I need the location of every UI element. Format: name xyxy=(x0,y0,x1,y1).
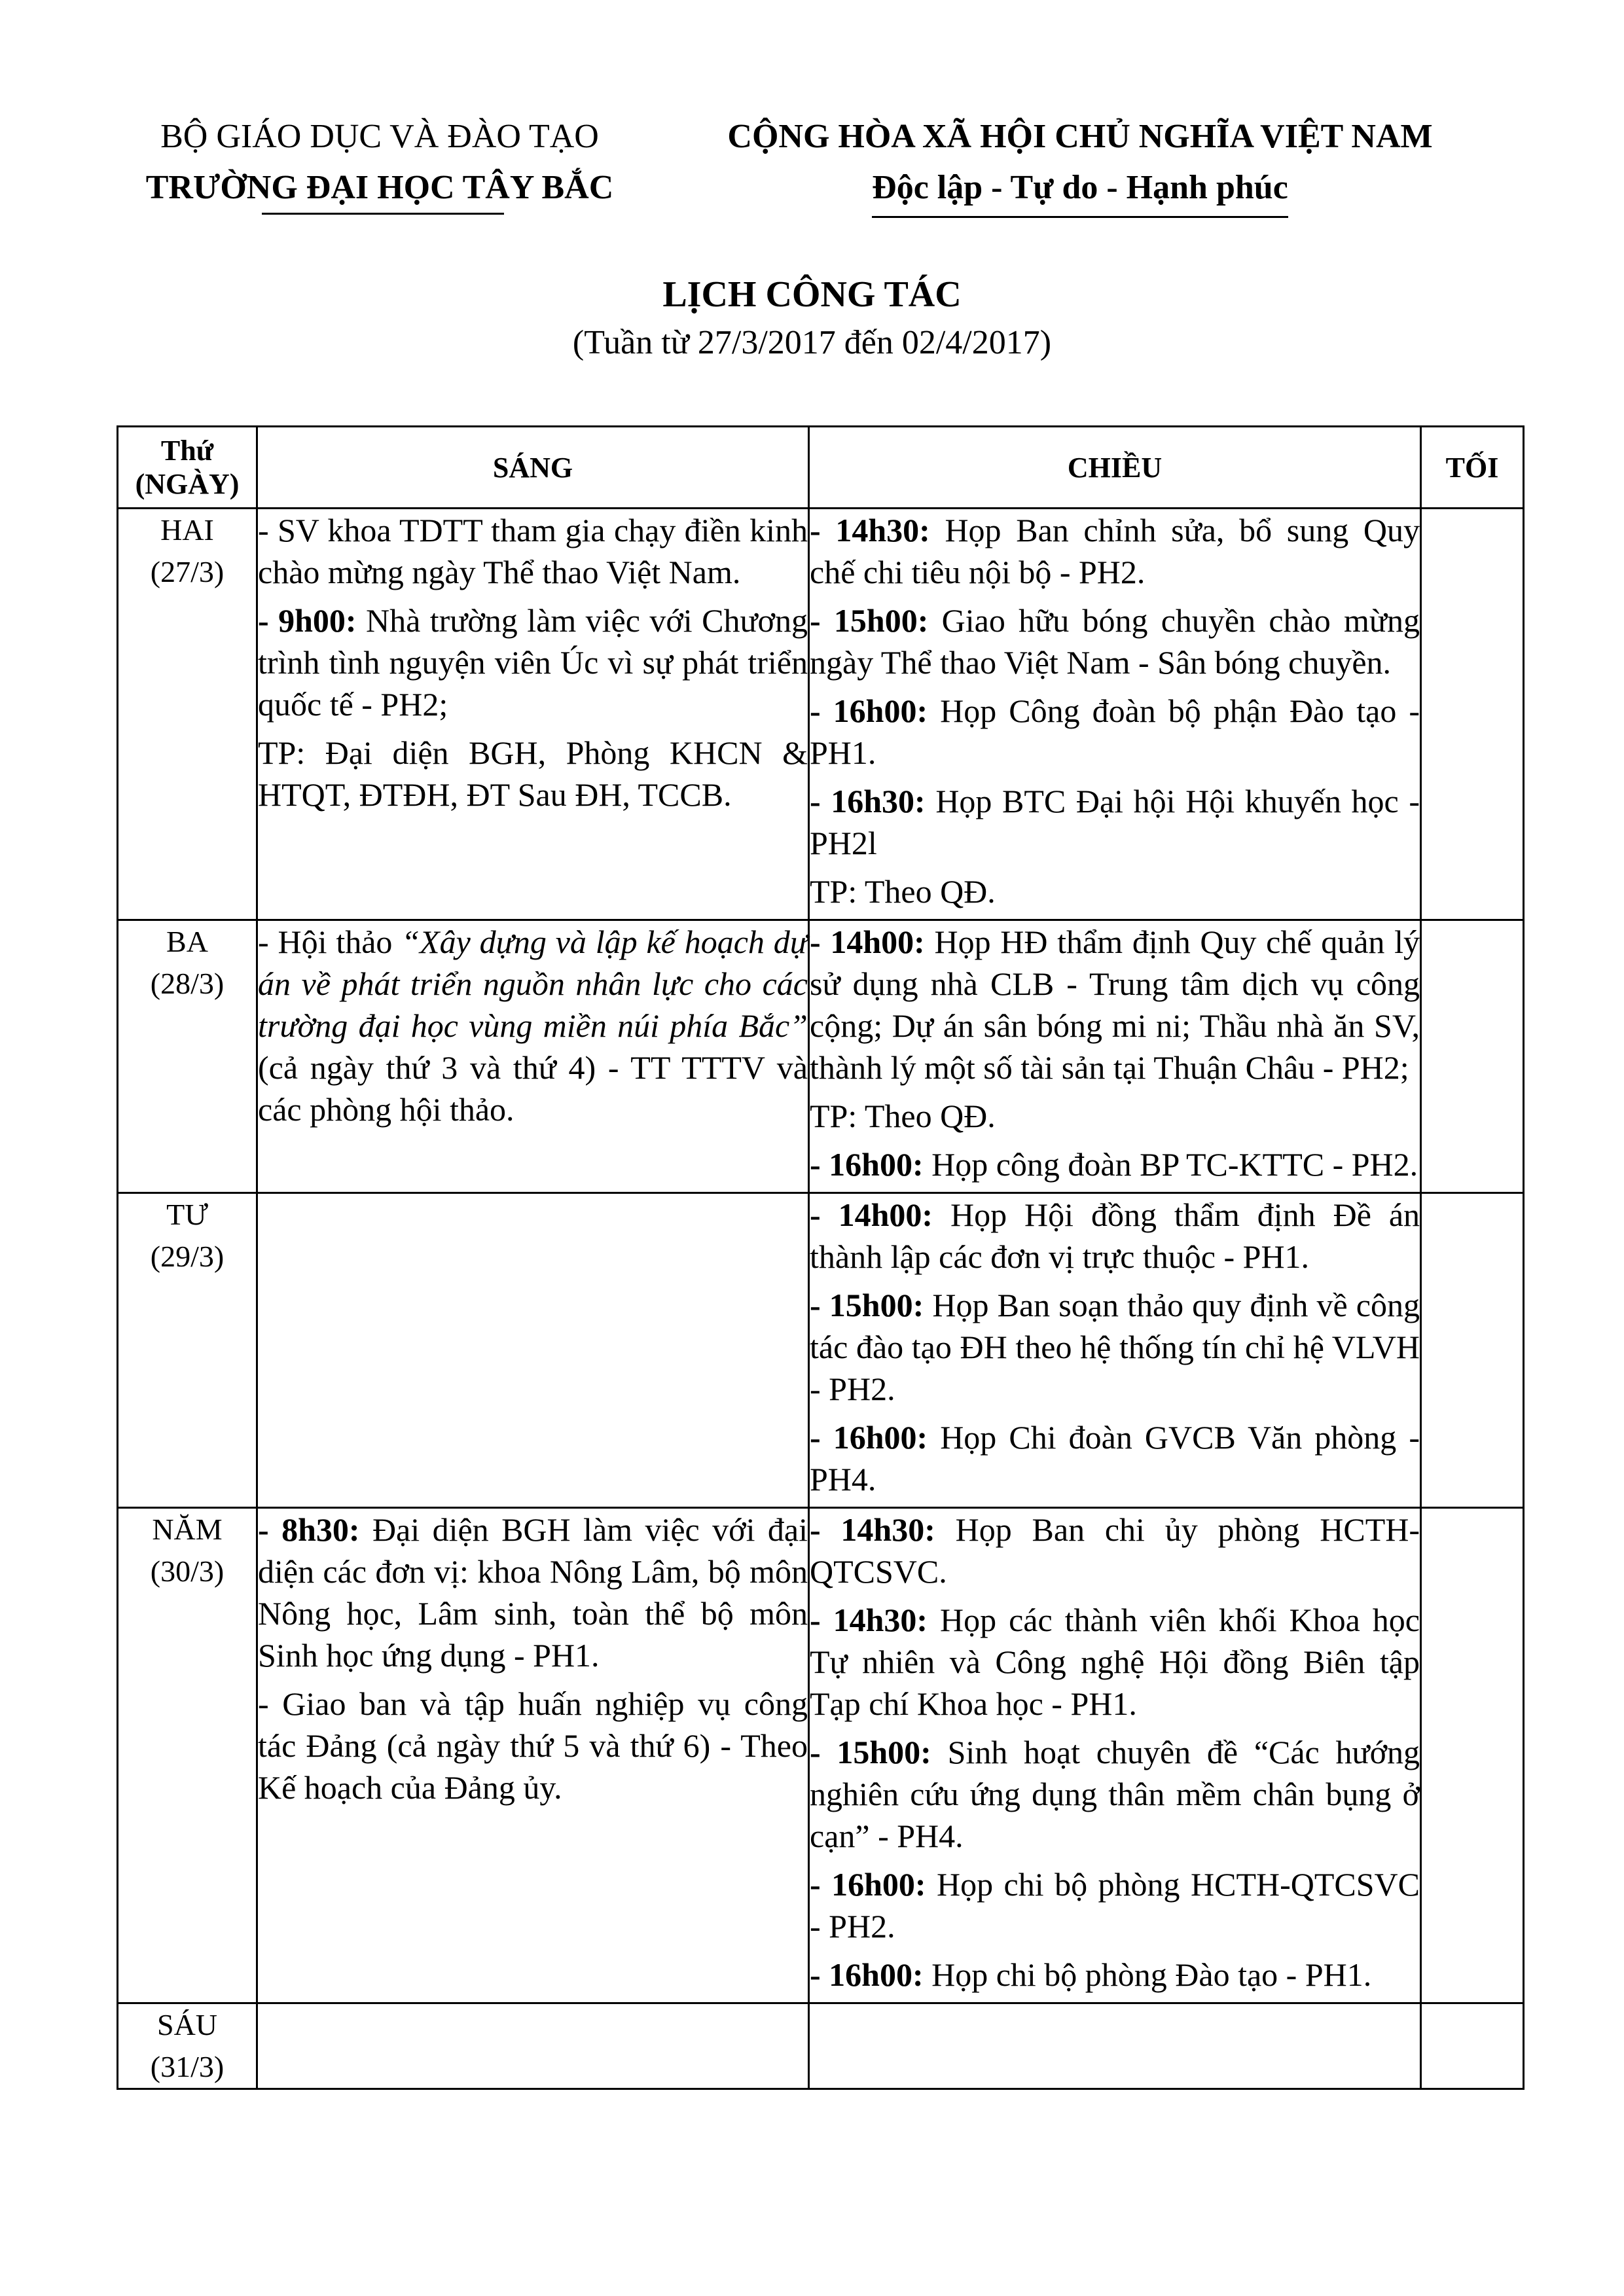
entry-time: - 16h00: xyxy=(810,1419,928,1456)
schedule-entry xyxy=(810,600,1420,683)
header-day-label: Thứ xyxy=(160,435,214,467)
morning-cell xyxy=(257,509,809,920)
entry-time: - 16h00: xyxy=(810,692,928,729)
schedule-entry xyxy=(810,690,1420,774)
day-cell xyxy=(118,2003,257,2089)
entry-text: Nhà trường làm việc với Chương trình tình nguyện viên Úc vì sự phát triển quốc tế - PH2; xyxy=(258,602,808,723)
entry-time: - 16h00: xyxy=(810,1866,926,1903)
entry-time: - 14h00: xyxy=(810,924,925,960)
schedule-entry xyxy=(258,732,808,816)
entry-text: TP: Đại diện BGH, Phòng KHCN & HTQT, ĐTĐH, ĐT Sau ĐH, TCCB. xyxy=(258,734,808,813)
entry-time: - 15h00: xyxy=(810,1734,931,1770)
day-name: HAI xyxy=(160,513,214,547)
entry-text: Giao hữu bóng chuyền chào mừng ngày Thể thao Việt Nam - Sân bóng chuyền. xyxy=(810,602,1420,681)
schedule-entry xyxy=(258,1509,808,1676)
entry-time: - 9h00: xyxy=(258,602,357,639)
header-day xyxy=(118,427,257,509)
morning-cell xyxy=(257,1193,809,1508)
schedule-entry xyxy=(810,780,1420,864)
entry-time: - 16h00: xyxy=(810,1146,924,1183)
day-name: BA xyxy=(166,925,208,958)
schedule-entry xyxy=(810,1143,1420,1185)
day-date: (28/3) xyxy=(150,967,225,1000)
entry-text: Họp Ban chi ủy phòng HCTH-QTCSVC. xyxy=(810,1511,1420,1590)
evening-cell xyxy=(1421,509,1524,920)
table-row xyxy=(118,1193,1524,1508)
afternoon-cell xyxy=(809,920,1421,1193)
afternoon-cell xyxy=(809,509,1421,920)
schedule-entry xyxy=(810,921,1420,1088)
day-date: (30/3) xyxy=(150,1554,225,1588)
entry-text: Đại diện BGH làm việc với đại diện các đơn vị: khoa Nông Lâm, bộ môn Nông học, Lâm sinh, toàn thể bộ môn Sinh học ứng dụng - PH1. xyxy=(258,1511,808,1674)
issuer-header xyxy=(124,111,635,213)
national-header xyxy=(681,111,1479,218)
entry-text: TP: Theo QĐ. xyxy=(810,873,996,910)
entry-time: - 15h00: xyxy=(810,602,929,639)
republic-name: CỘNG HÒA XÃ HỘI CHỦ NGHĨA VIỆT NAM xyxy=(727,118,1433,155)
day-name: SÁU xyxy=(156,2008,218,2041)
document-subtitle: (Tuần từ 27/3/2017 đến 02/4/2017) xyxy=(572,324,1052,361)
table-row xyxy=(118,920,1524,1193)
entry-text: TP: Theo QĐ. xyxy=(810,1098,996,1134)
entry-time: - 14h30: xyxy=(810,1511,935,1548)
header-morning: SÁNG xyxy=(257,427,809,509)
header-day-sublabel: (NGÀY) xyxy=(135,468,240,500)
entry-time: - 16h00: xyxy=(810,1956,924,1993)
entry-text: Họp BTC Đại hội Hội khuyến học - PH2l xyxy=(810,783,1420,861)
entry-text: Họp Chi đoàn GVCB Văn phòng - PH4. xyxy=(810,1419,1420,1498)
entry-italic-title: “Xây dựng và lập kế hoạch dự án về phát triển nguồn nhân lực cho các trường đại học vùng miền núi phía Bắc” xyxy=(258,924,808,1044)
entry-text: Họp chi bộ phòng HCTH-QTCSVC - PH2. xyxy=(810,1866,1420,1945)
entry-text: - Giao ban và tập huấn nghiệp vụ công tác Đảng (cả ngày thứ 5 và thứ 6) - Theo Kế hoạch của Đảng ủy. xyxy=(258,1685,808,1806)
entry-text: Họp công đoàn BP TC-KTTC - PH2. xyxy=(923,1146,1418,1183)
table-row xyxy=(118,2003,1524,2089)
table-row xyxy=(118,509,1524,920)
schedule-entry xyxy=(810,1284,1420,1410)
morning-cell xyxy=(257,2003,809,2089)
schedule-entry xyxy=(258,600,808,725)
entry-time: - 8h30: xyxy=(258,1511,360,1548)
schedule-entry xyxy=(258,1683,808,1808)
schedule-entry xyxy=(258,921,808,1130)
entry-text: Họp Hội đồng thẩm định Đề án thành lập các đơn vị trực thuộc - PH1. xyxy=(810,1196,1420,1275)
schedule-entry xyxy=(810,1416,1420,1500)
evening-cell xyxy=(1421,1193,1524,1508)
university-underline xyxy=(262,213,504,215)
schedule-entry xyxy=(810,1954,1420,1996)
day-cell xyxy=(118,509,257,920)
entry-time: - 16h30: xyxy=(810,783,926,819)
entry-time: - 14h30: xyxy=(810,512,930,548)
evening-cell xyxy=(1421,2003,1524,2089)
day-name: TƯ xyxy=(166,1198,208,1231)
morning-cell xyxy=(257,920,809,1193)
day-name: NĂM xyxy=(152,1513,223,1546)
entry-text: Họp chi bộ phòng Đào tạo - PH1. xyxy=(923,1956,1372,1993)
document-title: LỊCH CÔNG TÁC xyxy=(662,274,962,315)
ministry-name: BỘ GIÁO DỤC VÀ ĐÀO TẠO xyxy=(160,118,599,155)
header-afternoon: CHIỀU xyxy=(809,427,1421,509)
schedule-entry xyxy=(810,1599,1420,1725)
table-row xyxy=(118,1508,1524,2003)
entry-time: - 14h00: xyxy=(810,1196,933,1233)
entry-text: Họp Công đoàn bộ phận Đào tạo - PH1. xyxy=(810,692,1420,771)
day-cell xyxy=(118,1508,257,2003)
schedule-entry xyxy=(810,1509,1420,1592)
afternoon-cell xyxy=(809,2003,1421,2089)
schedule-entry xyxy=(810,870,1420,912)
university-name: TRƯỜNG ĐẠI HỌC TÂY BẮC xyxy=(145,169,614,206)
entry-text-after: (cả ngày thứ 3 và thứ 4) - TT TTTV và các phòng hội thảo. xyxy=(258,1049,808,1128)
entry-text: Họp HĐ thẩm định Quy chế quản lý sử dụng nhà CLB - Trung tâm dịch vụ công cộng; Dự án sân bóng mi ni; Thầu nhà ăn SV, thành lý một số tài sản tại Thuận Châu - PH2; xyxy=(810,924,1420,1086)
entry-text: Họp các thành viên khối Khoa học Tự nhiên và Công nghệ Hội đồng Biên tập Tạp chí Khoa học - PH1. xyxy=(810,1602,1420,1722)
schedule-table xyxy=(117,425,1525,2090)
schedule-entry xyxy=(810,1863,1420,1947)
entry-text: Sinh hoạt chuyên đề “Các hướng nghiên cứu ứng dụng thân mềm chân bụng ở cạn” - PH4. xyxy=(810,1734,1420,1854)
day-date: (31/3) xyxy=(150,2050,225,2083)
afternoon-cell xyxy=(809,1193,1421,1508)
day-date: (27/3) xyxy=(150,555,225,588)
day-date: (29/3) xyxy=(150,1240,225,1273)
entry-text: - Hội thảo xyxy=(258,924,402,960)
day-cell xyxy=(118,1193,257,1508)
table-header-row xyxy=(118,427,1524,509)
entry-time: - 15h00: xyxy=(810,1287,924,1323)
schedule-entry xyxy=(810,1095,1420,1137)
national-motto: Độc lập - Tự do - Hạnh phúc xyxy=(872,162,1288,218)
schedule-entry xyxy=(810,509,1420,593)
schedule-entry xyxy=(810,1194,1420,1278)
evening-cell xyxy=(1421,1508,1524,2003)
entry-text: Họp Ban chỉnh sửa, bổ sung Quy chế chi tiêu nội bộ - PH2. xyxy=(810,512,1420,590)
morning-cell xyxy=(257,1508,809,2003)
afternoon-cell xyxy=(809,1508,1421,2003)
day-cell xyxy=(118,920,257,1193)
evening-cell xyxy=(1421,920,1524,1193)
entry-time: - 14h30: xyxy=(810,1602,928,1638)
schedule-entry xyxy=(810,1731,1420,1857)
entry-text: Họp Ban soạn thảo quy định về công tác đào tạo ĐH theo hệ thống tín chỉ hệ VLVH - PH2. xyxy=(810,1287,1420,1407)
header-evening: TỐI xyxy=(1421,427,1524,509)
entry-text: - SV khoa TDTT tham gia chạy điền kinh chào mừng ngày Thể thao Việt Nam. xyxy=(258,512,808,590)
schedule-entry xyxy=(258,509,808,593)
